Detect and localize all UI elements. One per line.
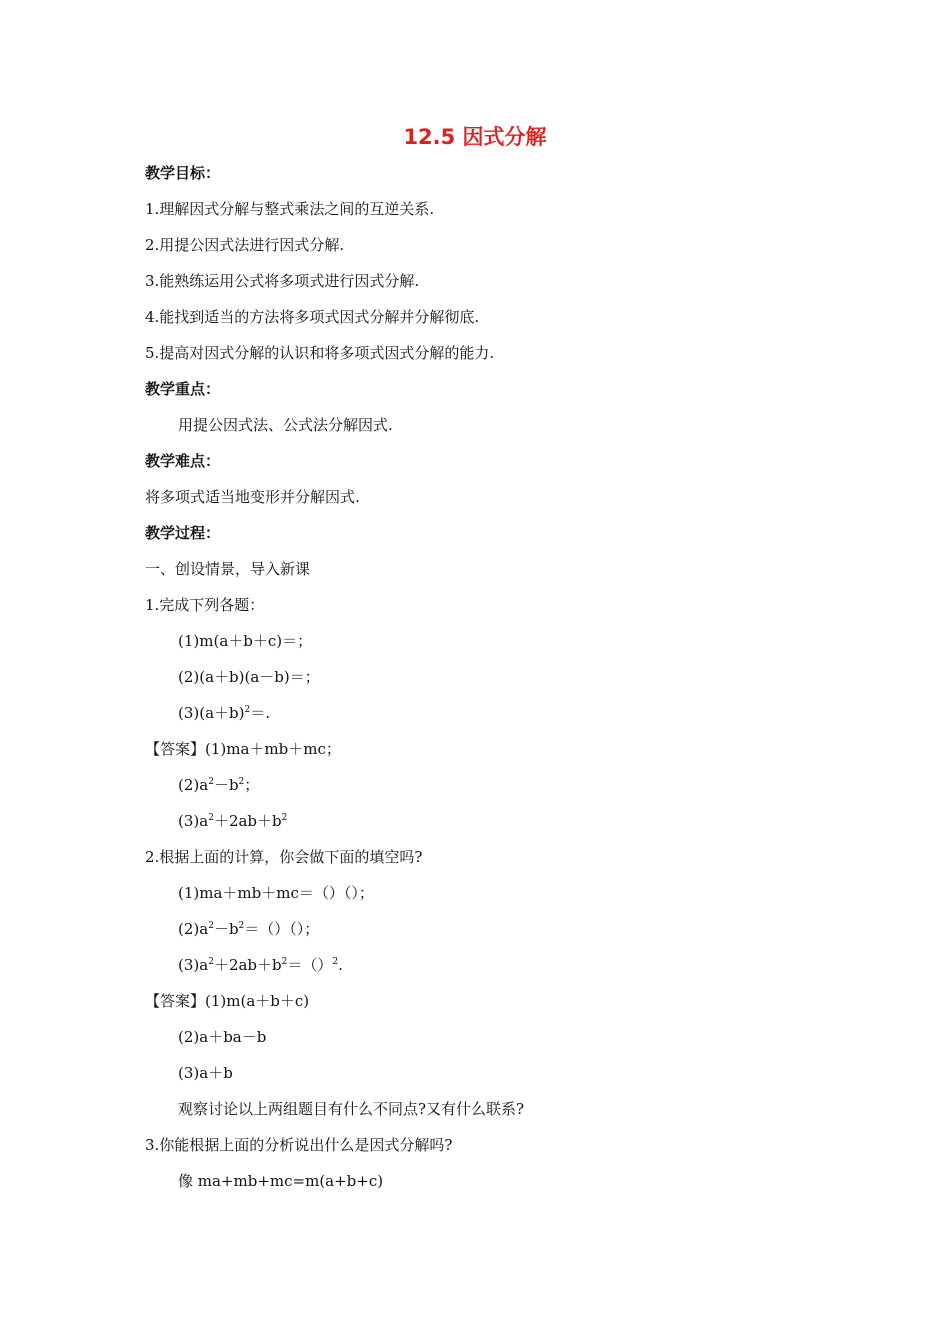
exponent: 2 [208, 921, 214, 931]
example-text: 像 ma+mb+mc=m(a+b+c) [178, 1172, 384, 1190]
question-3: 3.你能根据上面的分析说出什么是因式分解吗? [145, 1136, 453, 1154]
exponent: 2 [208, 777, 214, 787]
difficulties-heading: 教学难点： [145, 452, 221, 470]
exponent: 2 [208, 813, 214, 823]
expr-part: －b [213, 920, 239, 938]
expr-part: ； [244, 776, 260, 794]
answer-line: (2)a＋ba－b [178, 1028, 267, 1046]
answer-line: (1)m(a＋b＋c) [205, 992, 310, 1010]
exponent: 2 [281, 813, 288, 823]
question-2-item: (1)ma＋mb＋mc＝（）（）； [178, 884, 374, 902]
page-title: 12.5 因式分解 [403, 125, 547, 149]
question-2-prompt: 2.根据上面的计算，你会做下面的填空吗? [145, 848, 423, 866]
expr-part: (3)(a＋b) [178, 704, 245, 722]
answer-line: (1)ma＋mb＋mc； [205, 740, 341, 758]
expr-part: ＝. [250, 704, 271, 722]
objectives-heading: 教学目标： [145, 164, 221, 182]
answer-line: (3)a＋b [178, 1064, 233, 1082]
exponent: 2 [281, 957, 288, 967]
expr-part: －b [213, 776, 239, 794]
difficulties-text: 将多项式适当地变形并分解因式. [145, 488, 360, 506]
expr-part: (2)a [178, 920, 209, 938]
section-heading: 一、创设情景，导入新课 [145, 560, 311, 578]
expr-part: ＋2ab＋b [213, 812, 282, 830]
question-1-item [178, 702, 270, 724]
question-1-item: (2)(a＋b)(a－b)＝； [178, 668, 320, 686]
exponent: 2 [238, 921, 245, 931]
answer-2 [145, 990, 309, 1012]
expr-part: (3)a [178, 812, 209, 830]
key-points-heading: 教学重点： [145, 380, 221, 398]
expr-part: ＝（）（）； [244, 920, 320, 938]
expr-part: ＝（） [287, 956, 333, 974]
objective-item: 5.提高对因式分解的认识和将多项式因式分解的能力. [145, 344, 495, 362]
question-2-item [178, 954, 343, 976]
answer-label: 【答案】 [145, 992, 206, 1010]
objective-item: 1.理解因式分解与整式乘法之间的互逆关系. [145, 200, 435, 218]
answer-line [178, 774, 259, 796]
expr-part: . [338, 956, 343, 974]
exponent: 2 [332, 957, 339, 967]
key-points-text: 用提公因式法、公式法分解因式. [178, 416, 393, 434]
exponent: 2 [244, 705, 251, 715]
expr-part: ＋2ab＋b [213, 956, 282, 974]
exponent: 2 [238, 777, 245, 787]
observe-text: 观察讨论以上两组题目有什么不同点?又有什么联系? [178, 1100, 525, 1118]
answer-line [178, 810, 287, 832]
exponent: 2 [208, 957, 214, 967]
expr-part: (2)a [178, 776, 209, 794]
question-1-prompt: 1.完成下列各题： [145, 596, 265, 614]
question-2-item [178, 918, 319, 940]
objective-item: 4.能找到适当的方法将多项式因式分解并分解彻底. [145, 308, 480, 326]
expr-part: (3)a [178, 956, 209, 974]
process-heading: 教学过程： [145, 524, 221, 542]
objective-item: 3.能熟练运用公式将多项式进行因式分解. [145, 272, 420, 290]
answer-label: 【答案】 [145, 740, 206, 758]
question-1-item: (1)m(a＋b＋c)＝； [178, 632, 313, 650]
objective-item: 2.用提公因式法进行因式分解. [145, 236, 345, 254]
answer-1 [145, 738, 341, 760]
